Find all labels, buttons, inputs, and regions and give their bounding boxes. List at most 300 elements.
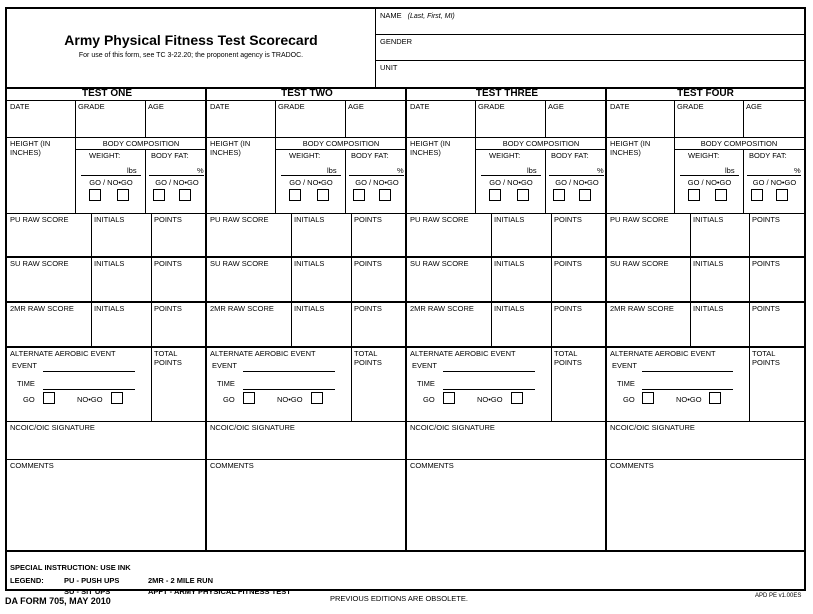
date-label: DATE xyxy=(410,102,430,111)
alternate-event-label: ALTERNATE AEROBIC EVENT xyxy=(610,349,716,358)
test-column-two xyxy=(207,87,407,550)
2mr-raw-score-field[interactable] xyxy=(207,302,291,347)
alt-go-checkbox[interactable] xyxy=(642,392,654,404)
su-points-label: POINTS xyxy=(354,259,382,268)
pu-raw-score-label: PU RAW SCORE xyxy=(10,215,69,224)
divider xyxy=(275,100,276,137)
divider xyxy=(91,257,92,302)
signature-label: NCOIC/OIC SIGNATURE xyxy=(10,423,95,432)
weight-go-checkbox[interactable] xyxy=(688,189,700,201)
total-points-label xyxy=(354,349,382,367)
form-header xyxy=(7,9,804,89)
2mr-raw-score-label: 2MR RAW SCORE xyxy=(10,304,74,313)
2mr-initials-field[interactable] xyxy=(491,302,551,347)
body-composition-label: BODY COMPOSITION xyxy=(700,139,778,148)
weight-input-line[interactable] xyxy=(481,175,541,176)
signature-field[interactable] xyxy=(207,421,407,459)
height-label-line2: INCHES) xyxy=(210,148,241,157)
date-label: DATE xyxy=(610,102,630,111)
body-composition-label: BODY COMPOSITION xyxy=(302,139,380,148)
divider xyxy=(690,257,691,302)
pu-initials-field[interactable] xyxy=(690,213,749,257)
percent-unit: % xyxy=(397,166,404,175)
height-label-line2: INCHES) xyxy=(410,148,441,157)
weight-go-nogo-label: GO / NO•GO xyxy=(489,178,533,187)
su-initials-field[interactable] xyxy=(690,257,749,302)
su-raw-score-label: SU RAW SCORE xyxy=(610,259,669,268)
divider xyxy=(91,302,92,347)
grade-field[interactable] xyxy=(475,100,545,137)
comments-label: COMMENTS xyxy=(10,461,54,470)
legend-apft: APFT - ARMY PHYSICAL FITNESS TEST xyxy=(148,587,291,596)
divider xyxy=(491,213,492,257)
weight-label: WEIGHT: xyxy=(289,151,321,160)
2mr-points-label: POINTS xyxy=(154,304,182,313)
body-fat-label: BODY FAT: xyxy=(551,151,589,160)
go-label: GO xyxy=(623,395,635,404)
2mr-points-field[interactable] xyxy=(749,302,804,347)
pu-raw-score-label: PU RAW SCORE xyxy=(610,215,669,224)
divider xyxy=(351,257,352,302)
age-field[interactable] xyxy=(145,100,207,137)
name-hint: (Last, First, MI) xyxy=(407,13,455,20)
total-label-line1: TOTAL xyxy=(752,349,776,358)
grade-field[interactable] xyxy=(674,100,743,137)
su-raw-score-label: SU RAW SCORE xyxy=(10,259,69,268)
weight-go-checkbox[interactable] xyxy=(289,189,301,201)
time-label: TIME xyxy=(217,379,235,388)
date-field[interactable] xyxy=(407,100,475,137)
body-fat-input-line[interactable] xyxy=(349,175,404,176)
2mr-raw-score-label: 2MR RAW SCORE xyxy=(610,304,674,313)
special-instruction: SPECIAL INSTRUCTION: USE INK xyxy=(10,563,131,572)
2mr-raw-score-label: 2MR RAW SCORE xyxy=(410,304,474,313)
lbs-unit: lbs xyxy=(725,166,735,175)
total-points-field[interactable] xyxy=(749,347,804,421)
height-label-line1: HEIGHT (IN xyxy=(10,139,51,148)
body-fat-nogo-checkbox[interactable] xyxy=(179,189,191,201)
event-input-line[interactable] xyxy=(443,371,535,372)
go-label: GO xyxy=(23,395,35,404)
body-fat-input-line[interactable] xyxy=(549,175,604,176)
total-points-field[interactable] xyxy=(151,347,207,421)
signature-field[interactable] xyxy=(7,421,207,459)
test-column-one xyxy=(7,87,207,550)
divider xyxy=(291,302,292,347)
height-field[interactable] xyxy=(607,137,674,213)
weight-nogo-checkbox[interactable] xyxy=(117,189,129,201)
obsolete-note: PREVIOUS EDITIONS ARE OBSOLETE. xyxy=(330,594,468,603)
su-raw-score-field[interactable] xyxy=(207,257,291,302)
form-subtitle: For use of this form, see TC 3-22.20; the proponent agency is TRADOC. xyxy=(78,52,304,59)
body-fat-go-checkbox[interactable] xyxy=(353,189,365,201)
grade-label: GRADE xyxy=(278,102,305,111)
test-column-four xyxy=(607,87,804,550)
alt-nogo-checkbox[interactable] xyxy=(709,392,721,404)
divider xyxy=(291,213,292,257)
alternate-event-label: ALTERNATE AEROBIC EVENT xyxy=(210,349,316,358)
height-label-line2: INCHES) xyxy=(10,148,41,157)
age-field[interactable] xyxy=(743,100,804,137)
percent-unit: % xyxy=(794,166,801,175)
divider xyxy=(275,149,407,150)
divider xyxy=(674,100,675,137)
pu-points-label: POINTS xyxy=(554,215,582,224)
weight-go-checkbox[interactable] xyxy=(89,189,101,201)
age-label: AGE xyxy=(746,102,762,111)
divider xyxy=(475,100,476,137)
test-title: TEST TWO xyxy=(207,87,407,101)
weight-label: WEIGHT: xyxy=(89,151,121,160)
pu-initials-label: INITIALS xyxy=(494,215,525,224)
height-field[interactable] xyxy=(7,137,75,213)
grade-label: GRADE xyxy=(78,102,105,111)
divider xyxy=(351,302,352,347)
pu-initials-label: INITIALS xyxy=(294,215,325,224)
height-label-line1: HEIGHT (IN xyxy=(410,139,451,148)
divider xyxy=(749,257,750,302)
divider xyxy=(749,213,750,257)
2mr-initials-field[interactable] xyxy=(91,302,151,347)
event-input-line[interactable] xyxy=(43,371,135,372)
version-note: APD PE v1.00ES xyxy=(755,593,802,599)
body-fat-go-checkbox[interactable] xyxy=(751,189,763,201)
comments-label: COMMENTS xyxy=(410,461,454,470)
form-id: DA FORM 705, MAY 2010 xyxy=(5,596,111,606)
pu-raw-score-field[interactable] xyxy=(207,213,291,257)
weight-label: WEIGHT: xyxy=(688,151,720,160)
height-field[interactable] xyxy=(407,137,475,213)
divider xyxy=(351,213,352,257)
height-label xyxy=(610,139,650,157)
pu-initials-label: INITIALS xyxy=(94,215,125,224)
event-label: EVENT xyxy=(12,361,38,370)
lbs-unit: lbs xyxy=(127,166,137,175)
2mr-initials-label: INITIALS xyxy=(494,304,525,313)
legend-pu: PU - PUSH UPS xyxy=(64,576,120,585)
time-input-line[interactable] xyxy=(43,389,135,390)
time-label: TIME xyxy=(17,379,35,388)
total-points-label xyxy=(154,349,182,367)
divider xyxy=(743,100,744,137)
age-label: AGE xyxy=(348,102,364,111)
divider xyxy=(475,149,607,150)
divider xyxy=(690,302,691,347)
2mr-initials-label: INITIALS xyxy=(94,304,125,313)
divider xyxy=(551,213,552,257)
signature-label: NCOIC/OIC SIGNATURE xyxy=(410,423,495,432)
nogo-label: NO•GO xyxy=(477,395,503,404)
divider xyxy=(145,100,146,137)
pu-raw-score-field[interactable] xyxy=(607,213,690,257)
date-field[interactable] xyxy=(607,100,674,137)
alternate-event-label: ALTERNATE AEROBIC EVENT xyxy=(10,349,116,358)
height-label xyxy=(210,139,250,157)
pu-initials-field[interactable] xyxy=(491,213,551,257)
alt-go-checkbox[interactable] xyxy=(43,392,55,404)
total-label-line1: TOTAL xyxy=(554,349,578,358)
alt-go-checkbox[interactable] xyxy=(243,392,255,404)
pu-points-label: POINTS xyxy=(354,215,382,224)
height-label-line1: HEIGHT (IN xyxy=(610,139,651,148)
percent-unit: % xyxy=(597,166,604,175)
height-label-line1: HEIGHT (IN xyxy=(210,139,251,148)
total-label-line1: TOTAL xyxy=(354,349,378,358)
comments-label: COMMENTS xyxy=(610,461,654,470)
comments-field[interactable] xyxy=(607,459,804,550)
total-label-line1: TOTAL xyxy=(154,349,178,358)
name-label: NAME xyxy=(380,11,402,20)
total-points-label xyxy=(554,349,582,367)
divider xyxy=(151,302,152,347)
name-field[interactable] xyxy=(376,9,804,35)
2mr-points-field[interactable] xyxy=(551,302,607,347)
weight-go-nogo-label: GO / NO•GO xyxy=(289,178,333,187)
legend-2mr: 2MR - 2 MILE RUN xyxy=(148,576,214,585)
weight-nogo-checkbox[interactable] xyxy=(715,189,727,201)
go-label: GO xyxy=(223,395,235,404)
event-label: EVENT xyxy=(412,361,438,370)
2mr-points-label: POINTS xyxy=(554,304,582,313)
pu-raw-score-label: PU RAW SCORE xyxy=(210,215,269,224)
su-raw-score-label: SU RAW SCORE xyxy=(410,259,469,268)
su-raw-score-label: SU RAW SCORE xyxy=(210,259,269,268)
body-fat-nogo-checkbox[interactable] xyxy=(579,189,591,201)
2mr-raw-score-field[interactable] xyxy=(7,302,91,347)
su-initials-label: INITIALS xyxy=(94,259,125,268)
body-composition-label: BODY COMPOSITION xyxy=(102,139,180,148)
pu-raw-score-field[interactable] xyxy=(407,213,491,257)
comments-field[interactable] xyxy=(407,459,607,550)
divider xyxy=(151,257,152,302)
2mr-points-field[interactable] xyxy=(351,302,407,347)
divider xyxy=(145,149,146,213)
divider xyxy=(674,149,804,150)
su-points-label: POINTS xyxy=(554,259,582,268)
alt-nogo-checkbox[interactable] xyxy=(311,392,323,404)
weight-nogo-checkbox[interactable] xyxy=(317,189,329,201)
divider xyxy=(743,149,744,213)
legend-label: LEGEND: xyxy=(10,576,44,585)
su-initials-label: INITIALS xyxy=(494,259,525,268)
pu-raw-score-field[interactable] xyxy=(7,213,91,257)
alt-nogo-checkbox[interactable] xyxy=(111,392,123,404)
body-fat-label: BODY FAT: xyxy=(151,151,189,160)
nogo-label: NO•GO xyxy=(676,395,702,404)
divider xyxy=(291,257,292,302)
2mr-initials-label: INITIALS xyxy=(693,304,724,313)
nogo-label: NO•GO xyxy=(277,395,303,404)
time-input-line[interactable] xyxy=(243,389,335,390)
divider xyxy=(545,100,546,137)
comments-field[interactable] xyxy=(207,459,407,550)
pu-initials-field[interactable] xyxy=(91,213,151,257)
event-input-line[interactable] xyxy=(243,371,335,372)
total-label-line2: POINTS xyxy=(354,358,382,367)
age-field[interactable] xyxy=(345,100,407,137)
2mr-initials-label: INITIALS xyxy=(294,304,325,313)
test-column-three xyxy=(407,87,607,550)
su-raw-score-field[interactable] xyxy=(7,257,91,302)
weight-input-line[interactable] xyxy=(81,175,141,176)
2mr-raw-score-label: 2MR RAW SCORE xyxy=(210,304,274,313)
grade-field[interactable] xyxy=(75,100,145,137)
total-label-line2: POINTS xyxy=(154,358,182,367)
divider xyxy=(690,213,691,257)
su-points-field[interactable] xyxy=(551,257,607,302)
nogo-label: NO•GO xyxy=(77,395,103,404)
2mr-raw-score-field[interactable] xyxy=(407,302,491,347)
su-points-field[interactable] xyxy=(749,257,804,302)
divider xyxy=(545,149,546,213)
su-initials-label: INITIALS xyxy=(693,259,724,268)
body-fat-go-nogo-label: GO / NO•GO xyxy=(752,178,797,187)
divider xyxy=(345,100,346,137)
pu-points-label: POINTS xyxy=(154,215,182,224)
legend-su: SU - SIT UPS xyxy=(64,587,111,596)
event-label: EVENT xyxy=(212,361,238,370)
title-box xyxy=(7,9,376,87)
divider xyxy=(75,149,207,150)
pu-points-label: POINTS xyxy=(752,215,780,224)
body-composition-label: BODY COMPOSITION xyxy=(502,139,580,148)
su-points-field[interactable] xyxy=(151,257,207,302)
weight-go-nogo-label: GO / NO•GO xyxy=(89,178,133,187)
lbs-unit: lbs xyxy=(327,166,337,175)
total-points-field[interactable] xyxy=(551,347,607,421)
event-label: EVENT xyxy=(612,361,638,370)
time-label: TIME xyxy=(617,379,635,388)
divider xyxy=(551,257,552,302)
su-initials-field[interactable] xyxy=(491,257,551,302)
height-label-line2: INCHES) xyxy=(610,148,641,157)
grade-label: GRADE xyxy=(478,102,505,111)
total-points-label xyxy=(752,349,780,367)
pu-points-field[interactable] xyxy=(351,213,407,257)
percent-unit: % xyxy=(197,166,204,175)
su-initials-label: INITIALS xyxy=(294,259,325,268)
body-fat-go-nogo-label: GO / NO•GO xyxy=(355,178,399,187)
divider xyxy=(491,302,492,347)
alt-nogo-checkbox[interactable] xyxy=(511,392,523,404)
unit-field[interactable] xyxy=(376,61,804,86)
su-raw-score-field[interactable] xyxy=(607,257,690,302)
comments-label: COMMENTS xyxy=(210,461,254,470)
age-label: AGE xyxy=(148,102,164,111)
su-initials-field[interactable] xyxy=(91,257,151,302)
weight-go-checkbox[interactable] xyxy=(489,189,501,201)
gender-label: GENDER xyxy=(380,37,413,46)
total-label-line2: POINTS xyxy=(752,358,780,367)
pu-raw-score-label: PU RAW SCORE xyxy=(410,215,469,224)
age-label: AGE xyxy=(548,102,564,111)
2mr-points-field[interactable] xyxy=(151,302,207,347)
body-fat-label: BODY FAT: xyxy=(749,151,787,160)
weight-input-line[interactable] xyxy=(680,175,739,176)
su-raw-score-field[interactable] xyxy=(407,257,491,302)
grade-label: GRADE xyxy=(677,102,704,111)
weight-go-nogo-label: GO / NO•GO xyxy=(687,178,732,187)
height-label xyxy=(410,139,450,157)
weight-label: WEIGHT: xyxy=(489,151,521,160)
time-input-line[interactable] xyxy=(642,389,733,390)
divider xyxy=(491,257,492,302)
date-label: DATE xyxy=(210,102,230,111)
pu-points-field[interactable] xyxy=(151,213,207,257)
unit-label: UNIT xyxy=(380,63,398,72)
grade-field[interactable] xyxy=(275,100,345,137)
test-title: TEST THREE xyxy=(407,87,607,101)
test-title: TEST FOUR xyxy=(607,87,804,101)
divider xyxy=(151,213,152,257)
signature-field[interactable] xyxy=(607,421,804,459)
time-label: TIME xyxy=(417,379,435,388)
pu-points-field[interactable] xyxy=(551,213,607,257)
weight-nogo-checkbox[interactable] xyxy=(517,189,529,201)
body-fat-nogo-checkbox[interactable] xyxy=(776,189,788,201)
divider xyxy=(75,100,76,137)
pu-initials-label: INITIALS xyxy=(693,215,724,224)
event-input-line[interactable] xyxy=(642,371,733,372)
time-input-line[interactable] xyxy=(443,389,535,390)
2mr-points-label: POINTS xyxy=(752,304,780,313)
date-field[interactable] xyxy=(207,100,275,137)
su-points-field[interactable] xyxy=(351,257,407,302)
total-label-line2: POINTS xyxy=(554,358,582,367)
test-title: TEST ONE xyxy=(7,87,207,101)
pu-initials-field[interactable] xyxy=(291,213,351,257)
divider xyxy=(91,213,92,257)
body-fat-nogo-checkbox[interactable] xyxy=(379,189,391,201)
pu-points-field[interactable] xyxy=(749,213,804,257)
lbs-unit: lbs xyxy=(527,166,537,175)
go-label: GO xyxy=(423,395,435,404)
date-field[interactable] xyxy=(7,100,75,137)
body-fat-input-line[interactable] xyxy=(747,175,801,176)
divider xyxy=(551,302,552,347)
body-fat-go-nogo-label: GO / NO•GO xyxy=(555,178,599,187)
alt-go-checkbox[interactable] xyxy=(443,392,455,404)
signature-label: NCOIC/OIC SIGNATURE xyxy=(610,423,695,432)
body-fat-input-line[interactable] xyxy=(149,175,204,176)
divider xyxy=(749,302,750,347)
gender-field[interactable] xyxy=(376,35,804,61)
2mr-points-label: POINTS xyxy=(354,304,382,313)
body-fat-go-nogo-label: GO / NO•GO xyxy=(155,178,199,187)
2mr-initials-field[interactable] xyxy=(690,302,749,347)
signature-label: NCOIC/OIC SIGNATURE xyxy=(210,423,295,432)
divider xyxy=(345,149,346,213)
height-field[interactable] xyxy=(207,137,275,213)
comments-field[interactable] xyxy=(7,459,207,550)
2mr-raw-score-field[interactable] xyxy=(607,302,690,347)
2mr-initials-field[interactable] xyxy=(291,302,351,347)
body-fat-go-checkbox[interactable] xyxy=(553,189,565,201)
weight-input-line[interactable] xyxy=(281,175,341,176)
body-fat-go-checkbox[interactable] xyxy=(153,189,165,201)
body-fat-label: BODY FAT: xyxy=(351,151,389,160)
signature-field[interactable] xyxy=(407,421,607,459)
alternate-event-label: ALTERNATE AEROBIC EVENT xyxy=(410,349,516,358)
su-points-label: POINTS xyxy=(752,259,780,268)
total-points-field[interactable] xyxy=(351,347,407,421)
su-initials-field[interactable] xyxy=(291,257,351,302)
form-title: Army Physical Fitness Test Scorecard xyxy=(64,32,318,48)
age-field[interactable] xyxy=(545,100,607,137)
date-label: DATE xyxy=(10,102,30,111)
su-points-label: POINTS xyxy=(154,259,182,268)
height-label xyxy=(10,139,50,157)
